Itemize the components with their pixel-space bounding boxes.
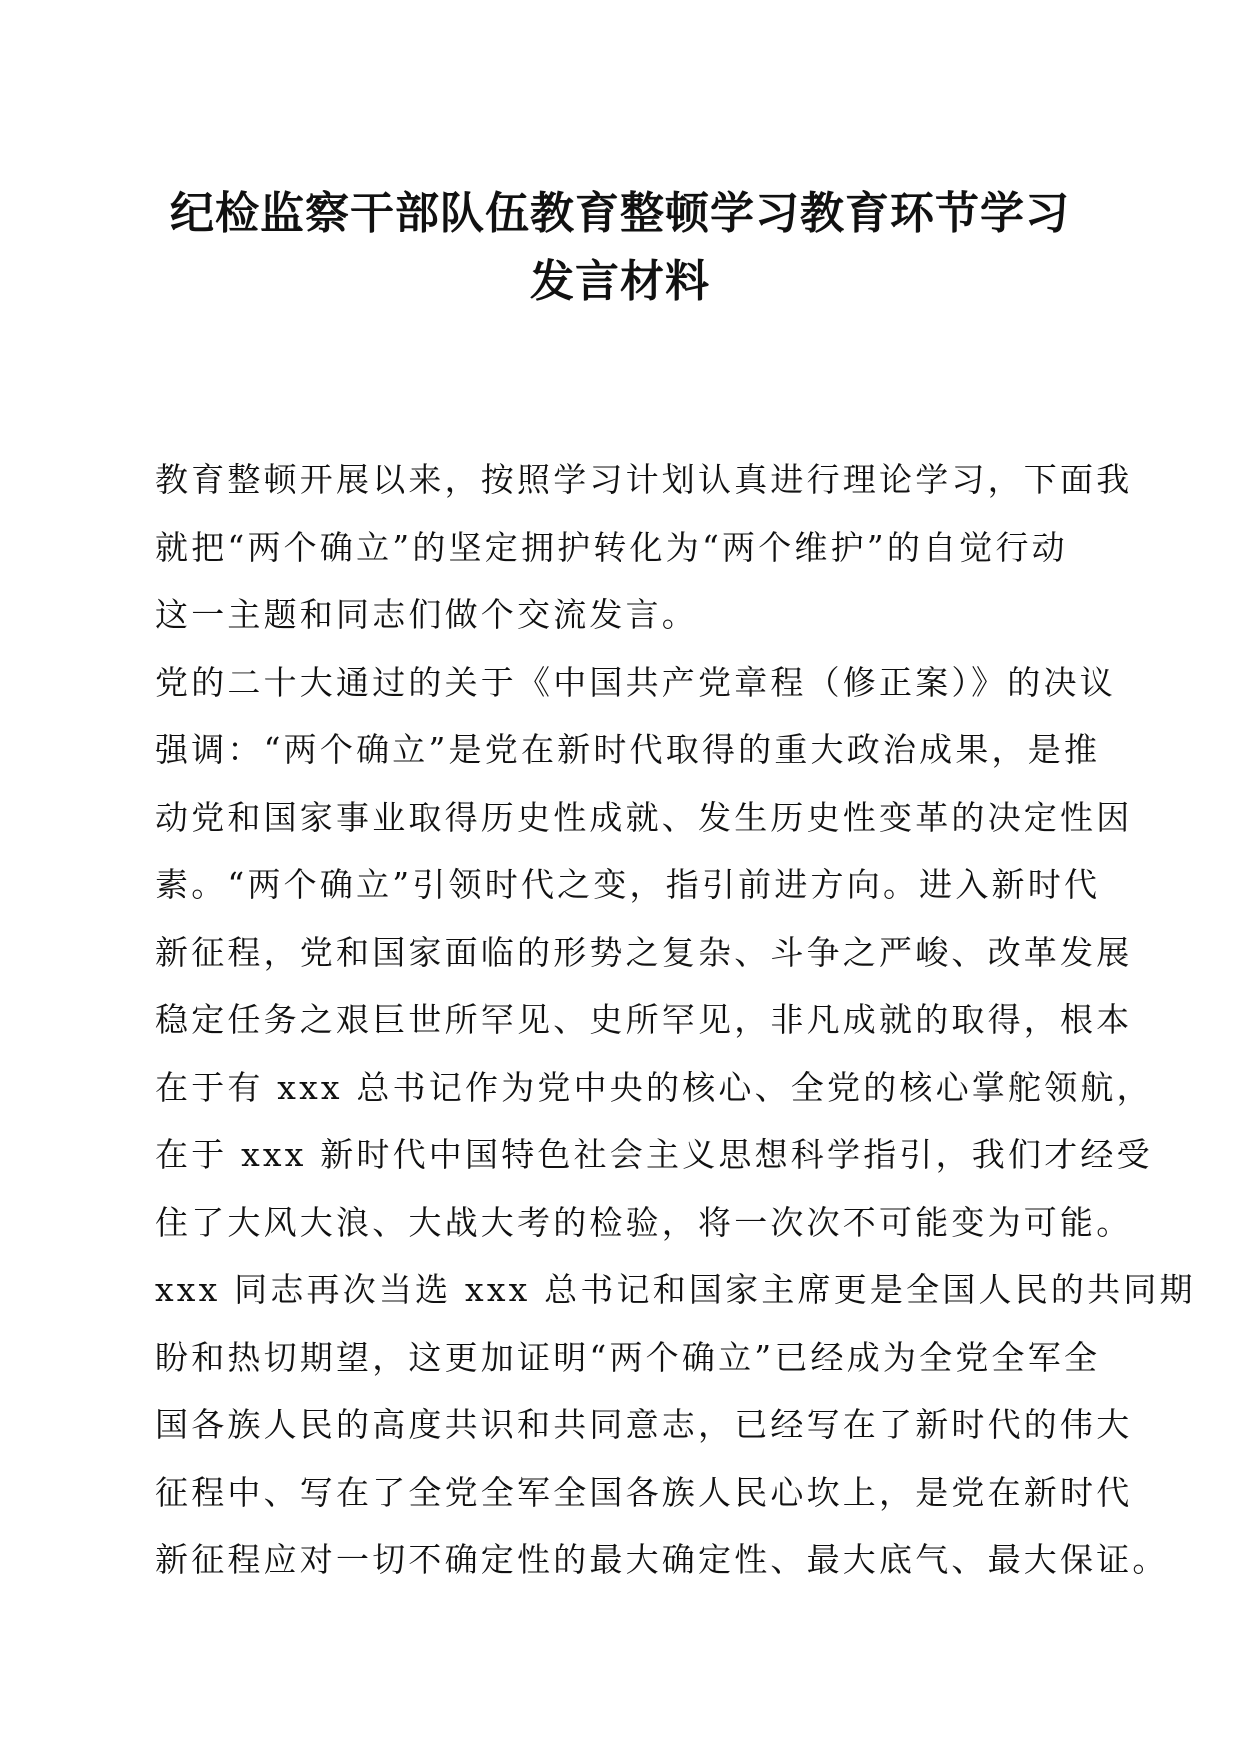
title-line-2: 发言材料 — [530, 256, 710, 307]
body-line: 新征程应对一切不确定性的最大确定性、最大底气、最大保证。 — [155, 1540, 1169, 1579]
body-line: 教育整顿开展以来，按照学习计划认真进行理论学习，下面我 — [155, 460, 1133, 499]
body-line: 这一主题和同志们做个交流发言。 — [155, 595, 698, 634]
body-line: 在于 xxx 新时代中国特色社会主义思想科学指引，我们才经受 — [155, 1135, 1153, 1174]
body-line: 党的二十大通过的关于《中国共产党章程（修正案）》的决议 — [155, 662, 1116, 702]
body-line: 在于有 xxx 总书记作为党中央的核心、全党的核心掌舵领航， — [155, 1067, 1153, 1107]
body-line: 动党和国家事业取得历史性成就、发生历史性变革的决定性因 — [155, 797, 1133, 837]
body-line: 国各族人民的高度共识和共同意志，已经写在了新时代的伟大 — [155, 1405, 1133, 1444]
body-line: 盼和热切期望，这更加证明“两个确立”已经成为全党全军全 — [155, 1337, 1101, 1377]
body-line: 征程中、写在了全党全军全国各族人民心坎上，是党在新时代 — [155, 1472, 1133, 1512]
body-line: 素。“两个确立”引领时代之变，指引前进方向。进入新时代 — [155, 865, 1101, 904]
body-line: 稳定任务之艰巨世所罕见、史所罕见，非凡成就的取得，根本 — [155, 1000, 1133, 1039]
body-line: xxx 同志再次当选 xxx 总书记和国家主席更是全国人民的共同期 — [155, 1270, 1196, 1309]
body-line: 就把“两个确立”的坚定拥护转化为“两个维护”的自觉行动 — [155, 527, 1068, 567]
title-line-1: 纪检监察干部队伍教育整顿学习教育环节学习 — [170, 188, 1070, 239]
body-line: 新征程，党和国家面临的形势之复杂、斗争之严峻、改革发展 — [155, 932, 1133, 972]
document-body — [155, 446, 1196, 1594]
body-line: 住了大风大浪、大战大考的检验，将一次次不可能变为可能。 — [155, 1202, 1133, 1242]
body-line: 强调：“两个确立”是党在新时代取得的重大政治成果，是推 — [155, 730, 1101, 769]
document-title — [150, 180, 1090, 316]
